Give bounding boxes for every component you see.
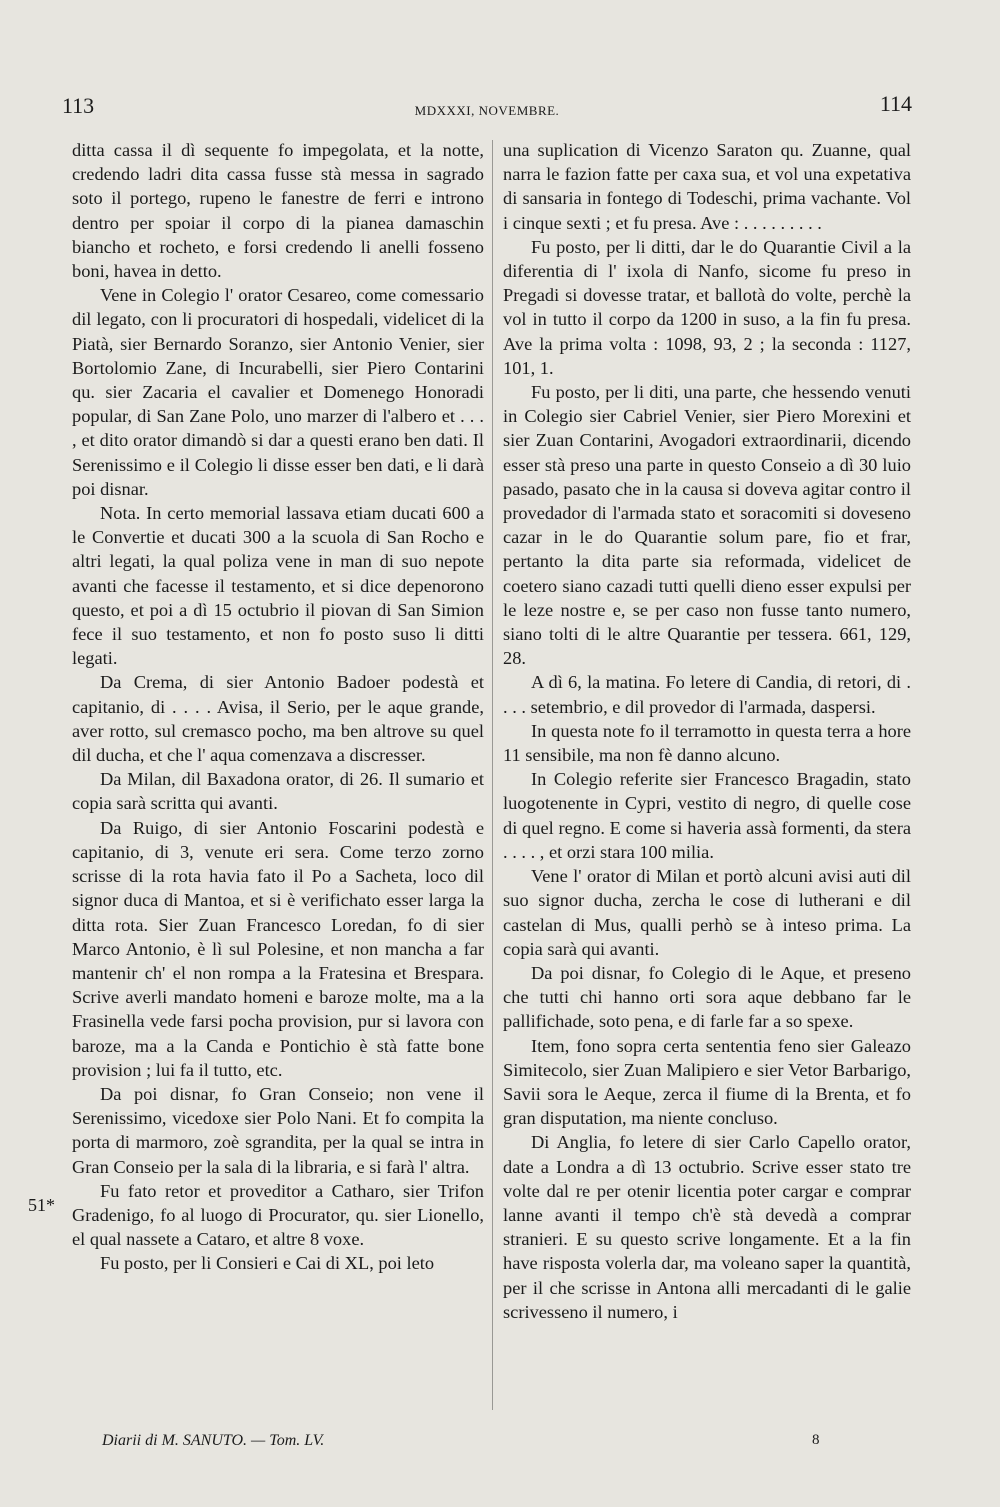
- paragraph: Da Crema, di sier Antonio Badoer podestà et capitanio, di . . . . Avisa, il Serio, per le aque grande, aver rotto, sul cremasco pocho, ma ben altrove su quel dil ducha, et che l' aqua comenzava a discresser.: [72, 672, 484, 766]
- signature-mark: 8: [812, 1432, 820, 1448]
- paragraph: una suplication di Vicenzo Saraton qu. Zuanne, qual narra le fazion fatte per caxa sua, et vol una expetativa di sansaria in fontego di Todeschi, prima vachante. Vol i cinque sexti ; et fu presa. Ave : . . . . . . . . .: [503, 140, 911, 233]
- paragraph: In Colegio referite sier Francesco Bragadin, stato luogotenente in Cypri, vestito di negro, di quelle cose di quel regno. E come si haveria assà formenti, da stera . . . . , et orzi stara 100 milia.: [503, 769, 911, 862]
- paragraph: Da poi disnar, fo Gran Conseio; non vene il Serenissimo, vicedoxe sier Polo Nani. Et fo compita la porta di marmoro, zoè sgrandita, per la qual se intra in Gran Conseio per la sala di la libraria, e si farà l' altra.: [72, 1083, 484, 1177]
- footer-citation: Diarii di M. SANUTO. — Tom. LV.: [102, 1432, 325, 1449]
- paragraph: In questa note fo il terramotto in questa terra a hore 11 sensibile, ma non fè danno alcuno.: [503, 720, 911, 766]
- right-column: [503, 138, 911, 1324]
- paragraph: Da Ruigo, di sier Antonio Foscarini podestà e capitanio, di 3, venute eri sera. Come terzo zorno scrisse di la rota havia fato il Po a Sacheta, loco dil signor duca di Mantoa, et si è verifichato esser larga la ditta rota. Sier Zuan Francesco Loredan, fo di sier Marco Antonio, è lì sul Polesine, et non mancha a far mantenir ch' el non rompa a la Fratesina et Brespara. Scrive averli mandato homeni e baroze molte, ma a la Frasinella vede farsi pocha provision, pur si lavora con baroze, ma a la Canda e Pontichio è stà fatte bone provision ; lui fa il tutto, etc.: [72, 817, 484, 1080]
- paragraph: Fu posto, per li diti, una parte, che hessendo venuti in Colegio sier Cabriel Venier, sier Piero Morexini et sier Zuan Contarini, Avogadori extraordinarii, dicendo esser stà preso una parte in questo Conseio a dì 30 luio pasado, pasato che in la causa si doveva agitar contro il provedador di l'armada stato et soracomiti si doveseno cazar in le do Quarantie solum pare, fio et frar, pertanto la dita parte sia reformada, videlicet de coetero siano cazadi tutti quelli dieno esser expulsi per le leze nostre e, se per caso non fusse tanto numero, siano tolti di le altre Quarantie per tessera. 661, 129, 28.: [503, 382, 911, 669]
- paragraph: Fu posto, per li Consieri e Cai di XL, poi leto: [100, 1253, 435, 1274]
- running-title: MDXXXI, NOVEMBRE.: [414, 103, 560, 118]
- paragraph: Nota. In certo memorial lassava etiam ducati 600 a le Convertie et ducati 300 a la scuola di San Rocho e altri legati, la qual poliza vene in man di suo nepote avanti che facesse il testamento, et si dice depenorono questo, et poi a dì 15 octubrio il piovan di San Simion fece il suo testamento, et non fo posto suso li ditti legati.: [72, 503, 484, 669]
- page-number-left: 113: [62, 93, 95, 118]
- left-column: [72, 138, 484, 1276]
- paragraph: ditta cassa il dì sequente fo impegolata, et la notte, credendo ladri dita cassa fusse stà messa in sagrado soto il portego, rupeno le fanestre de ferri e introno dentro per spoiar il corpo di la pianea damaschin biancho et rocheto, e forsi credendo li anelli fosseno boni, havea in detto.: [72, 140, 484, 282]
- paragraph: Da Milan, dil Baxadona orator, di 26. Il sumario et copia sarà scritta qui avanti.: [72, 769, 484, 814]
- column-divider: [492, 140, 493, 1410]
- paragraph: Item, fono sopra certa sententia feno sier Galeazo Simitecolo, sier Zuan Malipiero e sier Vetor Barbarigo, Savii sora le Aeque, zerca il fiume di la Brenta, et fo gran disputation, ma niente concluso.: [503, 1035, 911, 1129]
- margin-note: 51*: [28, 1195, 55, 1215]
- paragraph: A dì 6, la matina. Fo letere di Candia, di retori, di . . . . setembrio, e dil provedor di l'armada, daspersi.: [503, 672, 911, 717]
- paragraph: Di Anglia, fo letere di sier Carlo Capello orator, date a Londra a dì 13 octubrio. Scrive esser stato tre volte dal re per otenir licentia poter cargar e comprar lanne avanti il tempo ch'è stà devedà a comprar stranieri. E su questo scrive longamente. Et a la fin have risposta volerla dar, ma voleano saper la quantità, per il che scrisse in Antona alli mercadanti di le galie scrivesseno il numero, i: [503, 1132, 911, 1322]
- paragraph: Vene l' orator di Milan et portò alcuni avisi auti dil suo signor ducha, zercha le cose di lutherani e dil castelan di Mus, qualli perhò se à inteso prima. La copia sarà qui avanti.: [503, 866, 911, 959]
- paragraph: Vene in Colegio l' orator Cesareo, come comessario dil legato, con li procuratori di hospedali, videlicet di la Piatà, sier Bernardo Soranzo, sier Antonio Venier, sier Bortolomio Zane, di Incurabelli, sier Piero Contarini qu. sier Zacaria el cavalier et Domenego Honoradi popular, di San Zane Polo, uno marzer di l'albero et . . . , et dito orator dimandò si dar a questi erano ben dati. Il Serenissimo e il Colegio li disse esser ben dati, e li darà poi disnar.: [72, 285, 484, 499]
- page-header: [62, 91, 912, 125]
- paragraph: Fu fato retor et proveditor a Catharo, sier Trifon Gradenigo, fo al luogo di Procurator, qu. sier Lionello, el qual nassete a Cataro, et altre 8 voxe.: [72, 1180, 484, 1250]
- page-number-right: 114: [879, 91, 912, 116]
- paragraph: Fu posto, per li ditti, dar le do Quarantie Civil a la diferentia di l' ixola di Nanfo, sicome fu preso in Pregadi si dovesse tratar, et ballotà do volte, perchè la vol in tutto il corpo da 1200 in suso, a la fin fu presa. Ave la prima volta : 1098, 93, 2 ; la seconda : 1127, 101, 1.: [503, 236, 911, 378]
- paragraph: Da poi disnar, fo Colegio di le Aque, et preseno che tutti chi hanno orti sora aque debbano far le pallifichade, soto pena, e di farle far a so spexe.: [503, 962, 911, 1032]
